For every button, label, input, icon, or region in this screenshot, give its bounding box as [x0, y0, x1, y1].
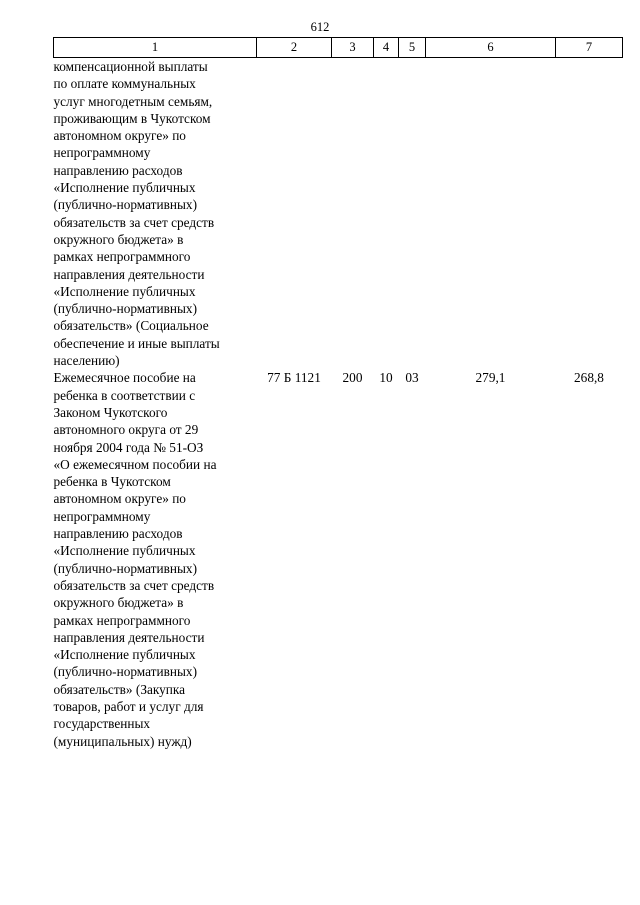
row-amount-2 — [556, 58, 623, 370]
column-header-3: 3 — [332, 38, 374, 58]
row-col5: 03 — [405, 370, 419, 386]
column-header-7: 7 — [556, 38, 623, 58]
row-col5 — [399, 58, 426, 370]
page-number: 612 — [310, 20, 330, 34]
row-col3 — [332, 58, 374, 370]
column-header-6: 6 — [426, 38, 556, 58]
row-amount-1 — [426, 58, 556, 370]
row-code: 77 Б 1121 — [267, 370, 321, 386]
column-header-5: 5 — [399, 38, 426, 58]
row-amount-2: 268,8 — [574, 370, 604, 386]
row-code — [257, 58, 332, 370]
budget-table — [53, 37, 623, 750]
row-col4 — [374, 58, 399, 370]
row-col4: 10 — [379, 370, 393, 386]
row-amount-1: 279,1 — [475, 370, 506, 386]
column-header-2: 2 — [257, 38, 332, 58]
table-header-row — [54, 38, 623, 58]
row-description: компенсационной выплаты по оплате коммунальных услуг многодетным семьям, проживающим в Чукотском автономном округе» по непрограммному направлению расходов «Исполнение публичных (публично-нормативных) обязательств за счет средств окружного бюджета» в рамках непрограммного направления деятельности «Исполнение публичных (публично-нормативных) обязательств» (Социальное обеспечение и иные выплаты населению) — [53, 59, 220, 369]
table-row — [54, 369, 623, 750]
column-header-1: 1 — [54, 38, 257, 58]
row-col3: 200 — [342, 370, 363, 386]
column-header-4: 4 — [374, 38, 399, 58]
row-description: Ежемесячное пособие на ребенка в соответствии с Законом Чукотского автономного округа от 29 ноября 2004 года № 51-ОЗ «О ежемесячном пособии на ребенка в Чукотском автономном округе» по непрограммному направлению расходов «Исполнение публичных (публично-нормативных) обязательств за счет средств окружного бюджета» в рамках непрограммного направления деятельности «Исполнение публичных (публично-нормативных) обязательств» (Закупка товаров, работ и услуг для государственных (муниципальных) нужд) — [53, 370, 217, 749]
table-row — [54, 58, 623, 370]
